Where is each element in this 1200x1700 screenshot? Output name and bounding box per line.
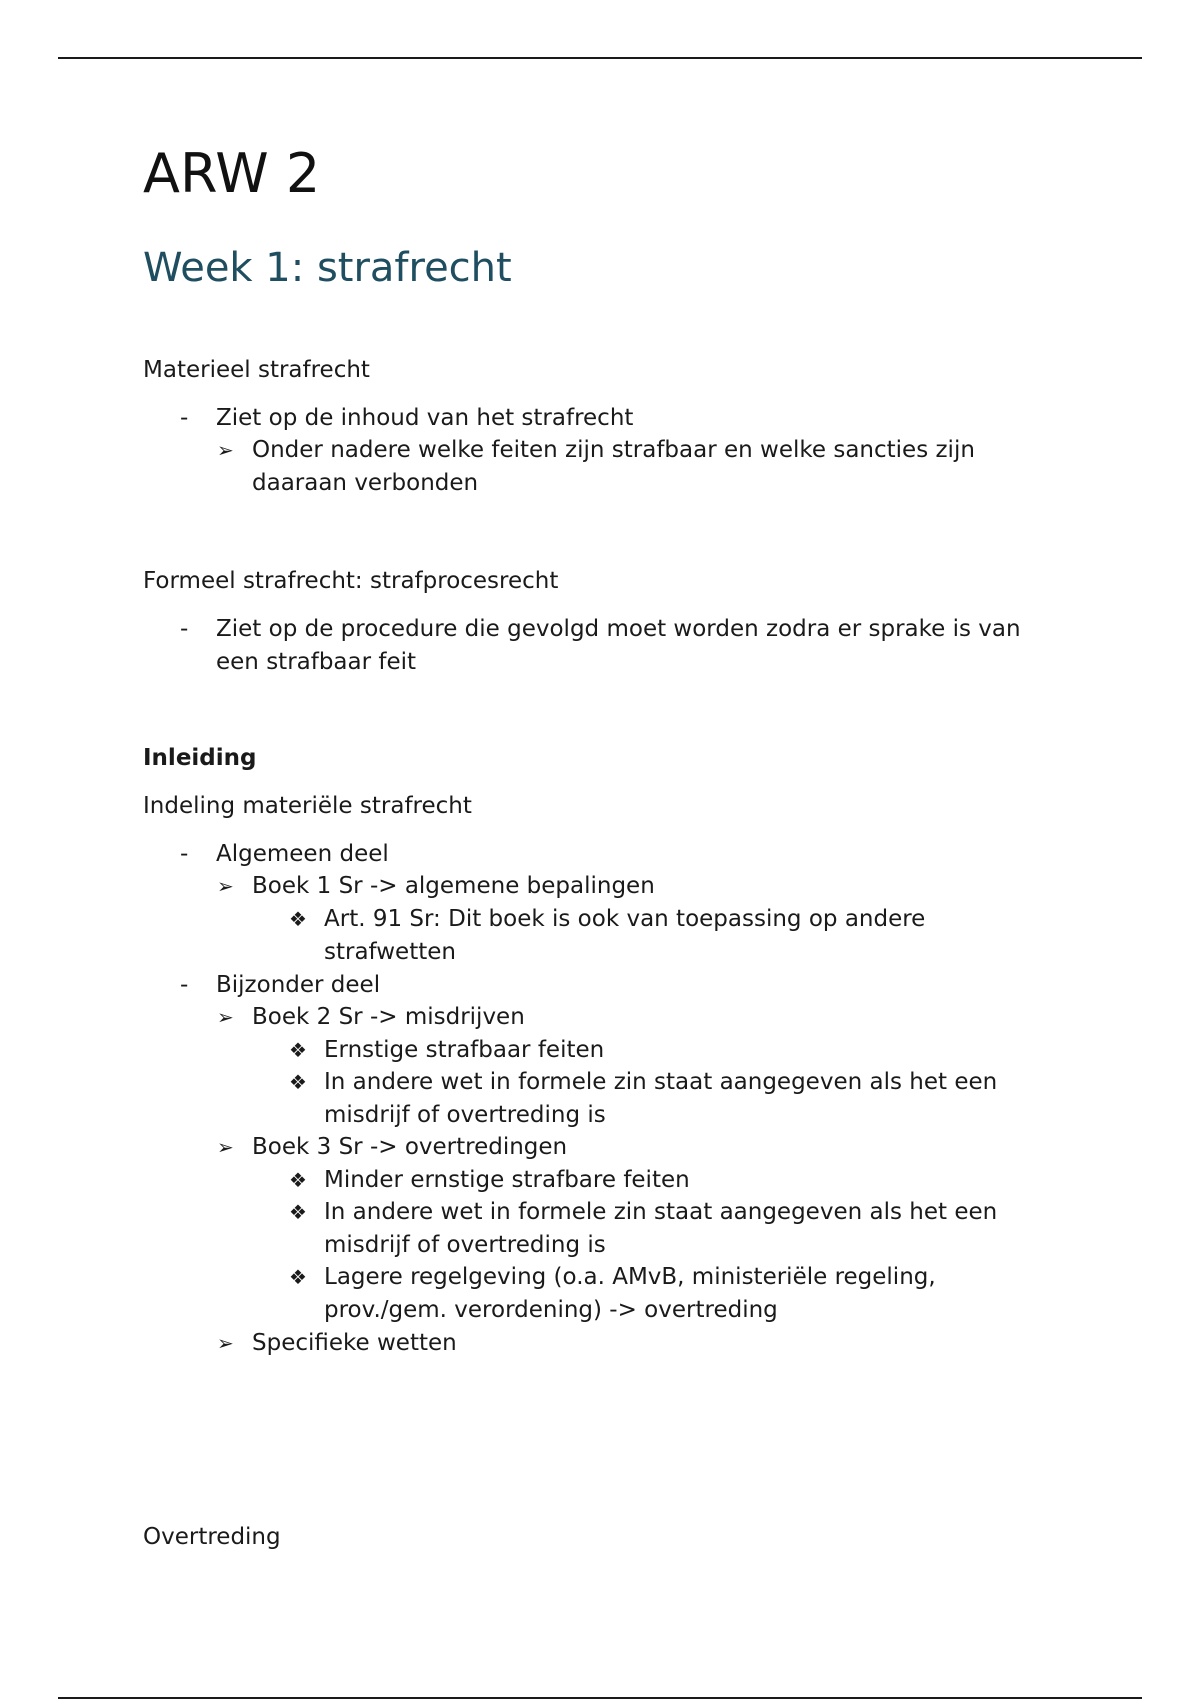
list-item-text: In andere wet in formele zin staat aangegeven als het een misdrijf of overtreding is [324, 1069, 998, 1128]
list-item [217, 434, 1042, 499]
inleiding-heading: Inleiding [143, 745, 257, 771]
arrow-bullet-icon: ➢ [217, 1135, 234, 1159]
diamond-bullet-icon: ❖ [289, 1200, 307, 1224]
list-item-text: Boek 2 Sr -> misdrijven [252, 1004, 525, 1030]
list-item [217, 1131, 1042, 1164]
list-item [217, 1327, 1042, 1360]
list-item [289, 1261, 1044, 1326]
dash-bullet: - [180, 841, 189, 867]
arrow-bullet-icon: ➢ [217, 874, 234, 898]
arrow-bullet-icon: ➢ [217, 1005, 234, 1029]
list-item-text: Ziet op de procedure die gevolgd moet worden zodra er sprake is van een strafbaar feit [216, 616, 1021, 675]
diamond-bullet-icon: ❖ [289, 907, 307, 931]
list-item [217, 1001, 1042, 1034]
list-item [180, 838, 1036, 871]
list-item-text: Lagere regelgeving (o.a. AMvB, ministeriële regeling, prov./gem. verordening) -> overtreding [324, 1264, 936, 1323]
diamond-bullet-icon: ❖ [289, 1038, 307, 1062]
header-rule [58, 57, 1142, 59]
arrow-bullet-icon: ➢ [217, 1331, 234, 1355]
list-item [289, 903, 1044, 968]
formeel-label: Formeel strafrecht: strafprocesrecht [143, 568, 559, 594]
list-item-text: Boek 1 Sr -> algemene bepalingen [252, 873, 655, 899]
dash-bullet: - [180, 616, 189, 642]
list-item-text: Ernstige strafbaar feiten [324, 1037, 605, 1063]
list-item-text: Minder ernstige strafbare feiten [324, 1167, 690, 1193]
diamond-bullet-icon: ❖ [289, 1265, 307, 1289]
overtreding-label: Overtreding [143, 1524, 281, 1550]
document-title: ARW 2 [143, 142, 321, 205]
list-item [217, 870, 1042, 903]
dash-bullet: - [180, 405, 189, 431]
materieel-label: Materieel strafrecht [143, 357, 370, 383]
list-item-text: Onder nadere welke feiten zijn strafbaar en welke sancties zijn daaraan verbonden [252, 437, 975, 496]
list-item [180, 613, 1036, 678]
list-item [289, 1034, 1044, 1067]
list-item-text: Art. 91 Sr: Dit boek is ook van toepassing op andere strafwetten [324, 906, 926, 965]
list-item-text: Boek 3 Sr -> overtredingen [252, 1134, 568, 1160]
indeling-label: Indeling materiële strafrecht [143, 793, 472, 819]
list-item-text: Specifieke wetten [252, 1330, 457, 1356]
list-item [289, 1066, 1044, 1131]
list-item-text: Algemeen deel [216, 841, 389, 867]
week-heading: Week 1: strafrecht [143, 245, 512, 291]
footer-rule [58, 1697, 1142, 1699]
list-item [289, 1164, 1044, 1197]
diamond-bullet-icon: ❖ [289, 1168, 307, 1192]
list-item-text: Bijzonder deel [216, 972, 381, 998]
dash-bullet: - [180, 972, 189, 998]
list-item [180, 969, 1036, 1002]
list-item [180, 402, 1036, 435]
list-item-text: Ziet op de inhoud van het strafrecht [216, 405, 634, 431]
list-item-text: In andere wet in formele zin staat aangegeven als het een misdrijf of overtreding is [324, 1199, 998, 1258]
diamond-bullet-icon: ❖ [289, 1070, 307, 1094]
arrow-bullet-icon: ➢ [217, 438, 234, 462]
list-item [289, 1196, 1044, 1261]
